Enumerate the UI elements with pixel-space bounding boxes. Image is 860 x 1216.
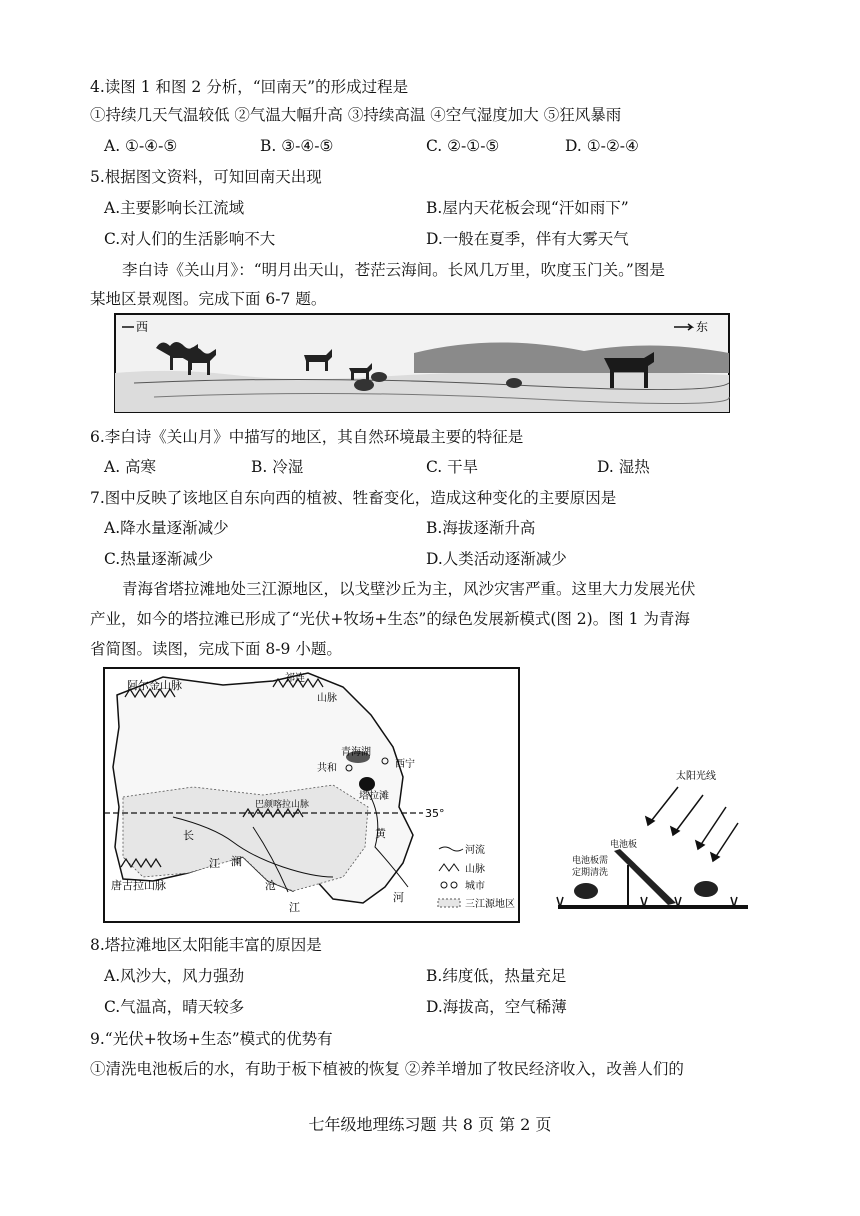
q8-option-a: A.风沙大，风力强劲 bbox=[104, 967, 245, 985]
sheep-icon bbox=[574, 881, 718, 899]
q4-stem: 4.读图 1 和图 2 分析，“回南天”的形成过程是 bbox=[90, 78, 409, 96]
q4-option-a: A. ①-④-⑤ bbox=[104, 137, 178, 155]
q6-option-b: B. 冷湿 bbox=[251, 458, 304, 476]
q7-option-a: A.降水量逐渐减少 bbox=[104, 519, 229, 537]
label-lancang-b: 沧 bbox=[265, 879, 276, 892]
legend-city-label: 城市 bbox=[465, 881, 485, 892]
landscape-figure bbox=[114, 313, 730, 413]
pv-sun-label: 太阳光线 bbox=[676, 771, 716, 782]
q9-stem: 9.“光伏+牧场+生态”模式的优势有 bbox=[90, 1030, 333, 1048]
label-xining: 西宁 bbox=[395, 759, 415, 770]
sun-ray-icon bbox=[646, 787, 738, 861]
q7-option-c: C.热量逐渐减少 bbox=[104, 550, 214, 568]
page-footer: 七年级地理练习题 共 8 页 第 2 页 bbox=[308, 1115, 552, 1134]
label-jiang: 江 bbox=[209, 857, 220, 870]
label-tanggula: 唐古拉山脉 bbox=[111, 879, 166, 892]
q5-option-a: A.主要影响长江流域 bbox=[104, 199, 245, 217]
q6-option-c: C. 干旱 bbox=[426, 458, 479, 476]
label-talatan: 塔拉滩 bbox=[359, 791, 389, 802]
label-he: 河 bbox=[393, 891, 404, 904]
q7-option-b: B.海拔逐渐升高 bbox=[426, 519, 536, 537]
pv-diagram bbox=[548, 765, 758, 915]
legend-mountain-label: 山脉 bbox=[465, 864, 485, 875]
q5-option-c: C.对人们的生活影响不大 bbox=[104, 230, 276, 248]
label-35-degrees: 35° bbox=[425, 807, 445, 820]
q4-option-d: D. ①-②-④ bbox=[565, 137, 639, 155]
q6-option-a: A. 高寒 bbox=[104, 458, 157, 476]
talatan-area bbox=[359, 777, 375, 791]
q6-option-d: D. 湿热 bbox=[597, 458, 650, 476]
intro-6-7-line2: 某地区景观图。完成下面 6-7 题。 bbox=[90, 290, 327, 308]
q5-option-d: D.一般在夏季，伴有大雾天气 bbox=[426, 230, 629, 248]
label-lancang-c: 江 bbox=[289, 901, 300, 914]
q4-option-c: C. ②-①-⑤ bbox=[426, 137, 500, 155]
label-chang: 长 bbox=[183, 829, 194, 842]
pv-panel-label: 电池板 bbox=[610, 840, 638, 850]
intro-8-9-line2: 产业，如今的塔拉滩已形成了“光伏+牧场+生态”的绿色发展新模式(图 2)。图 1 为青海 bbox=[90, 610, 690, 628]
label-altun: 阿尔金山脉 bbox=[127, 679, 182, 692]
q4-option-b: B. ③-④-⑤ bbox=[260, 137, 334, 155]
label-lancang-a: 澜 bbox=[231, 855, 242, 868]
qinghai-map bbox=[103, 667, 520, 923]
q7-option-d: D.人类活动逐渐减少 bbox=[426, 550, 567, 568]
q9-line: ①清洗电池板后的水，有助于板下植被的恢复 ②养羊增加了牧民经济收入，改善人们的 bbox=[90, 1060, 684, 1078]
q8-option-c: C.气温高，晴天较多 bbox=[104, 998, 245, 1016]
q8-stem: 8.塔拉滩地区太阳能丰富的原因是 bbox=[90, 936, 322, 954]
solar-panel-icon bbox=[614, 849, 676, 905]
intro-6-7-line1: 李白诗《关山月》：“明月出天山，苍茫云海间。长风几万里，吹度玉门关。”图是 bbox=[122, 261, 665, 279]
label-qilian-a: 祁连 bbox=[285, 673, 305, 684]
pv-wash-label-2: 定期清洗 bbox=[572, 868, 609, 878]
label-bayan: 巴颜喀拉山脉 bbox=[255, 800, 310, 810]
landscape-east-label: 东 bbox=[696, 320, 709, 334]
landscape-west-label: 西 bbox=[136, 320, 149, 334]
q8-option-d: D.海拔高，空气稀薄 bbox=[426, 998, 567, 1016]
q5-option-b: B.屋内天花板会现“汗如雨下” bbox=[426, 199, 629, 217]
pv-wash-label-1: 电池板需 bbox=[572, 856, 609, 866]
label-huang: 黄 bbox=[375, 827, 386, 840]
label-qilian-b: 山脉 bbox=[317, 693, 337, 704]
label-gonghe: 共和 bbox=[317, 763, 337, 774]
label-qinghai-lake: 青海湖 bbox=[341, 747, 371, 758]
intro-8-9-line3: 省简图。读图，完成下面 8-9 小题。 bbox=[90, 640, 342, 658]
q8-option-b: B.纬度低，热量充足 bbox=[426, 967, 567, 985]
q5-stem: 5.根据图文资料，可知回南天出现 bbox=[90, 168, 322, 186]
intro-8-9-line1: 青海省塔拉滩地处三江源地区，以戈壁沙丘为主，风沙灾害严重。这里大力发展光伏 bbox=[122, 580, 696, 598]
legend-river-label: 河流 bbox=[465, 845, 485, 856]
legend-three-rivers-label: 三江源地区 bbox=[465, 899, 515, 910]
q4-items: ①持续几天气温较低 ②气温大幅升高 ③持续高温 ④空气湿度加大 ⑤狂风暴雨 bbox=[90, 106, 622, 124]
legend-three-rivers-icon bbox=[438, 899, 460, 907]
q7-stem: 7.图中反映了该地区自东向西的植被、牲畜变化，造成这种变化的主要原因是 bbox=[90, 489, 617, 507]
q6-stem: 6.李白诗《关山月》中描写的地区，其自然环境最主要的特征是 bbox=[90, 428, 524, 446]
